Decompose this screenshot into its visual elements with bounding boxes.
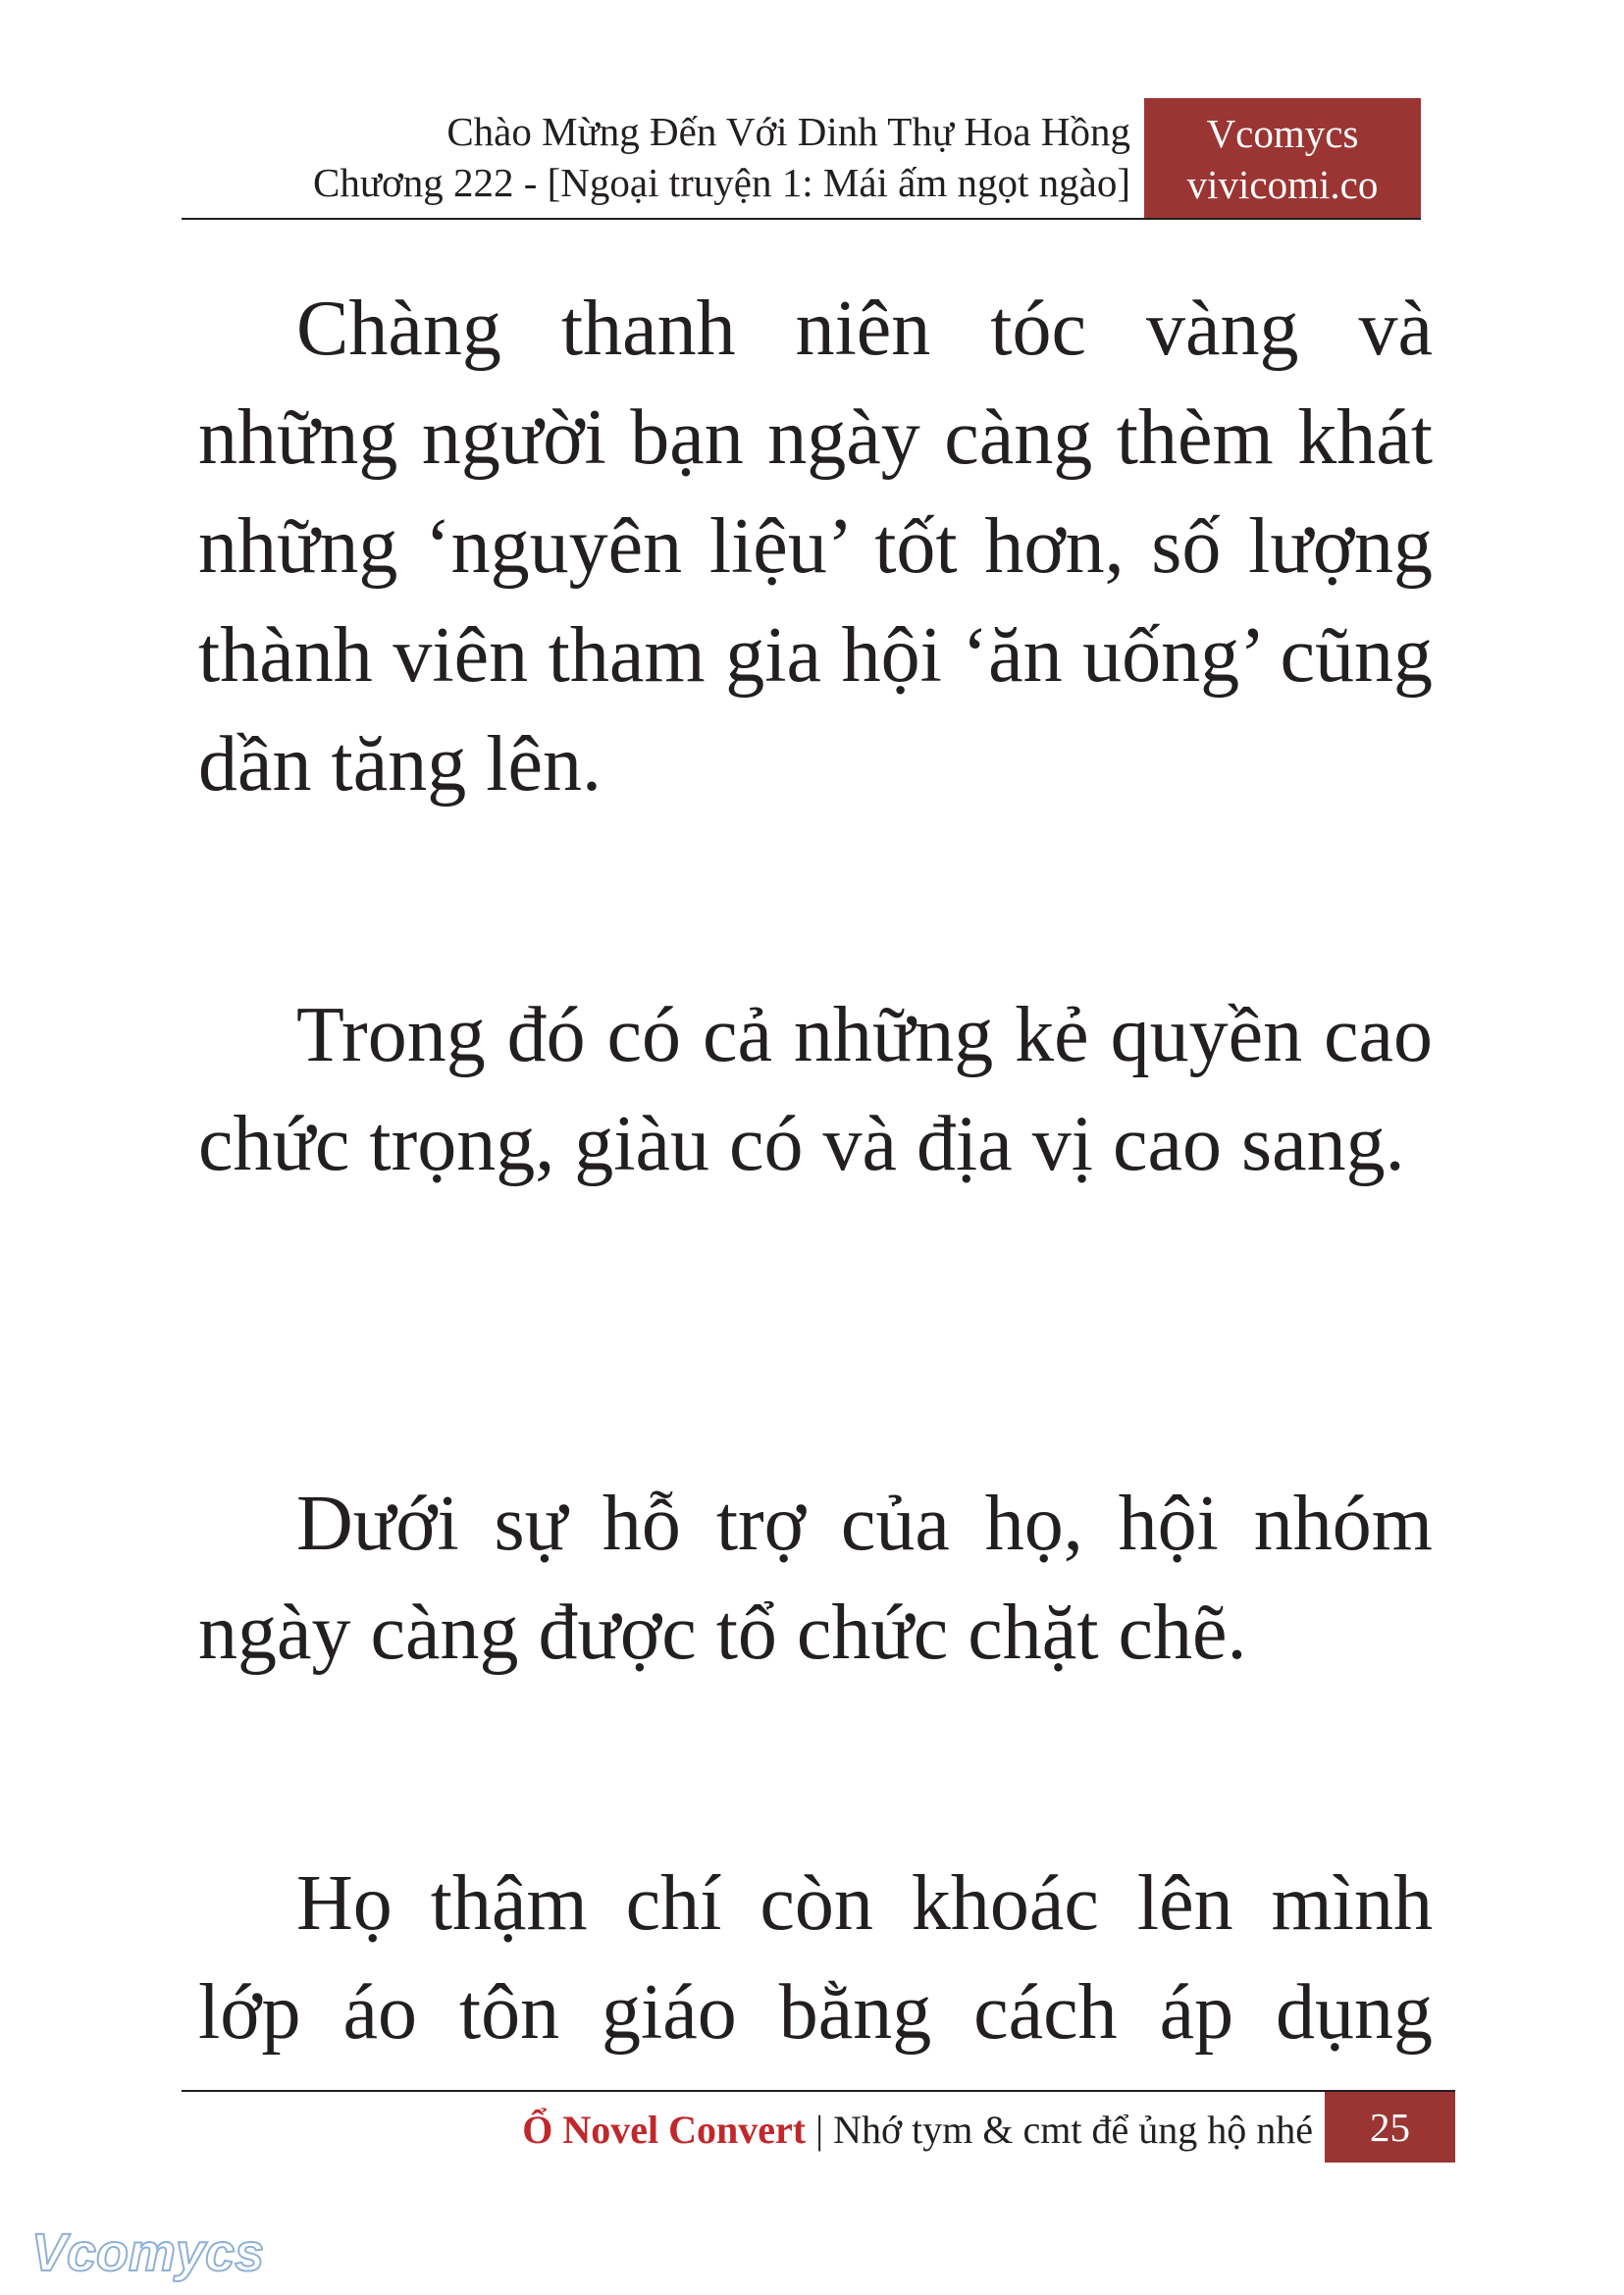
paragraph-4: Họ thậm chí còn khoác lên mình lớp áo tôn giáo bằng cách áp dụng bbox=[198, 1860, 1433, 2056]
brand-name: Vcomycs bbox=[1206, 111, 1359, 156]
footer-separator: | bbox=[815, 2108, 824, 2152]
footer-divider bbox=[182, 2090, 1455, 2092]
paragraph-2: Trong đó có cả những kẻ quyền cao chức trọng, giàu có và địa vị cao sang. bbox=[198, 992, 1433, 1187]
brand-badge bbox=[1144, 98, 1421, 218]
footer-note bbox=[294, 2098, 1313, 2163]
brand-site: vivicomi.co bbox=[1186, 162, 1379, 207]
watermark-logo-graphic bbox=[27, 2219, 263, 2288]
watermark-logo-text: Vcomycs bbox=[31, 2223, 263, 2282]
chapter-title: Chương 222 - [Ngoại truyện 1: Mái ấm ngọt ngào] bbox=[312, 160, 1130, 205]
watermark-logo bbox=[27, 2219, 263, 2288]
book-title: Chào Mừng Đến Với Dinh Thự Hoa Hồng bbox=[446, 109, 1130, 154]
footer-message: Nhớ tym & cmt để ủng hộ nhé bbox=[833, 2108, 1313, 2152]
footer-brand: Ổ Novel Convert bbox=[522, 2108, 807, 2152]
paragraph-3: Dưới sự hỗ trợ của họ, hội nhóm ngày càng được tổ chức chặt chẽ. bbox=[198, 1481, 1433, 1676]
running-header bbox=[177, 106, 1130, 208]
paragraph-1: Chàng thanh niên tóc vàng và những người bạn ngày càng thèm khát những ‘nguyên liệu’ tốt hơn, số lượng thành viên tham gia hội ‘ăn uống’ cũng dần tăng lên. bbox=[198, 286, 1433, 808]
header-divider bbox=[182, 218, 1421, 220]
page-number: 25 bbox=[1325, 2092, 1455, 2163]
